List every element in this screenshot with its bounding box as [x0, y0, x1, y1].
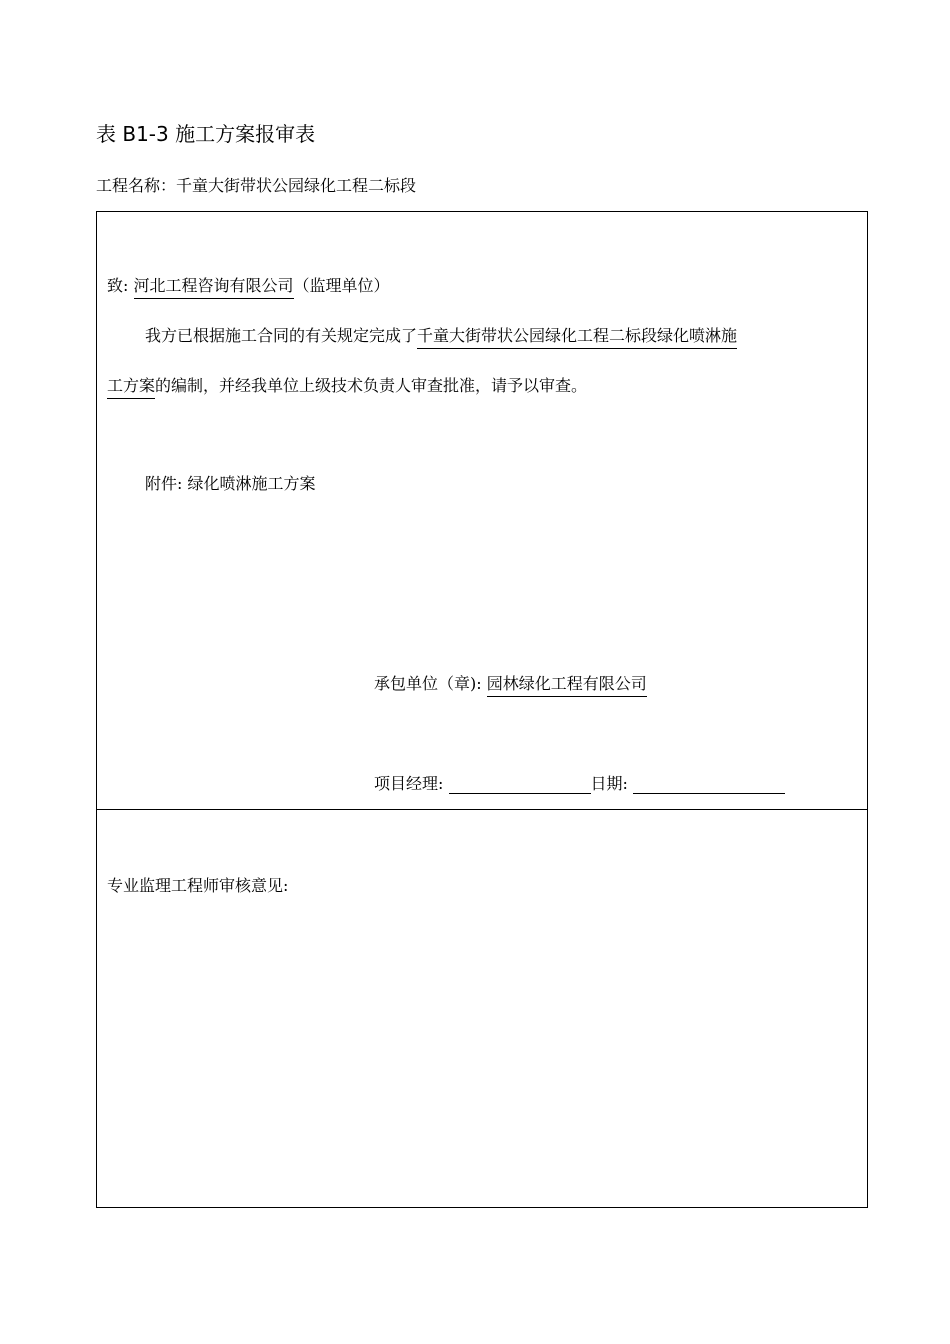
manager-signature-field[interactable]: [449, 775, 591, 794]
project-name-line: [96, 173, 416, 196]
supervisor-unit-field[interactable]: 河北工程咨询有限公司: [134, 273, 294, 299]
project-name: 千童大街带状公园绿化工程二标段: [176, 176, 417, 195]
manager-label: 项目经理:: [374, 774, 444, 793]
review-opinion-label: 专业监理工程师审核意见:: [107, 876, 289, 895]
to-label: 致:: [107, 276, 129, 295]
contractor-line: [374, 671, 647, 697]
date-field[interactable]: [633, 775, 785, 794]
form-table: [96, 211, 868, 1208]
attachment-label: 附件:: [145, 474, 183, 493]
contractor-name-field[interactable]: 园林绿化工程有限公司: [487, 671, 647, 697]
date-label: 日期:: [590, 774, 628, 793]
project-label: 工程名称：: [96, 176, 177, 195]
review-opinion-area[interactable]: [107, 912, 857, 1192]
page-title: 表 B1-3 施工方案报审表: [96, 122, 316, 146]
addressee-line: [107, 273, 390, 299]
plan-name-field-line2[interactable]: 工方案: [107, 373, 155, 399]
supervisor-suffix: （监理单位）: [293, 276, 390, 295]
manager-date-line: [374, 771, 785, 794]
attachment-value: 绿化喷淋施工方案: [187, 474, 316, 493]
body-line-2: [107, 373, 587, 399]
body-prefix: 我方已根据施工合同的有关规定完成了: [145, 326, 418, 345]
contractor-label: 承包单位（章):: [374, 674, 482, 693]
plan-name-field-line1[interactable]: 千童大街带状公园绿化工程二标段绿化喷淋施: [417, 323, 737, 349]
attachment-line: [145, 471, 316, 494]
body-line-1: [145, 323, 737, 349]
section-divider: [97, 809, 867, 810]
body-suffix: 的编制，并经我单位上级技术负责人审查批准，请予以审查。: [155, 376, 588, 395]
